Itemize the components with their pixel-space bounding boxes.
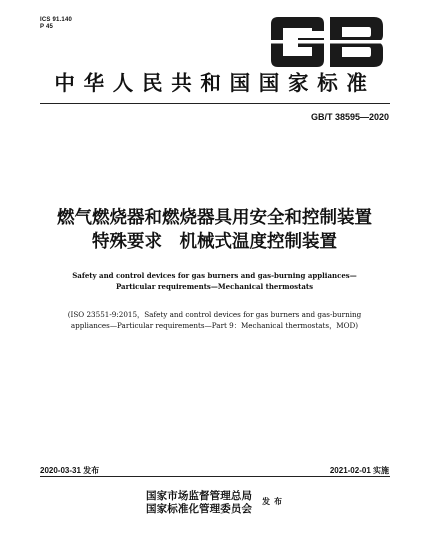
bottom-divider: [40, 476, 390, 477]
gb-logo-icon: [266, 16, 388, 68]
english-title-line-2: Particular requirements—Mechanical thermostats: [115, 282, 314, 291]
country-standard-title: 中华人民共和国国家标准: [54, 71, 376, 95]
chinese-title-line-2: 特殊要求 机械式温度控制装置: [92, 232, 337, 252]
issue-date: 2020-03-31 发布: [40, 466, 100, 475]
chinese-title-line-1: 燃气燃烧器和燃烧器具用安全和控制装置: [57, 208, 372, 228]
implementation-date: 2021-02-01 实施: [329, 466, 389, 475]
issuer-sac: 国家标准化管理委员会: [146, 503, 252, 515]
ccs-code: P 45: [40, 24, 54, 30]
ics-code: ICS 91.140: [40, 17, 73, 23]
iso-reference-line-2: appliances—Particular requirements—Part 9：Mechanical thermostats，MOD): [70, 321, 359, 330]
classification-codes: [40, 17, 72, 31]
iso-reference-line-1: (ISO 23551-9:2015，Safety and control devices for gas burners and gas-burning: [67, 310, 362, 319]
english-title-line-1: Safety and control devices for gas burners and gas-burning appliances—: [72, 271, 357, 280]
standard-number: GB/T 38595—2020: [310, 112, 389, 122]
publish-label: 发布: [262, 496, 286, 506]
issuer-samr: 国家市场监督管理总局: [146, 490, 252, 502]
top-divider: [40, 103, 390, 104]
